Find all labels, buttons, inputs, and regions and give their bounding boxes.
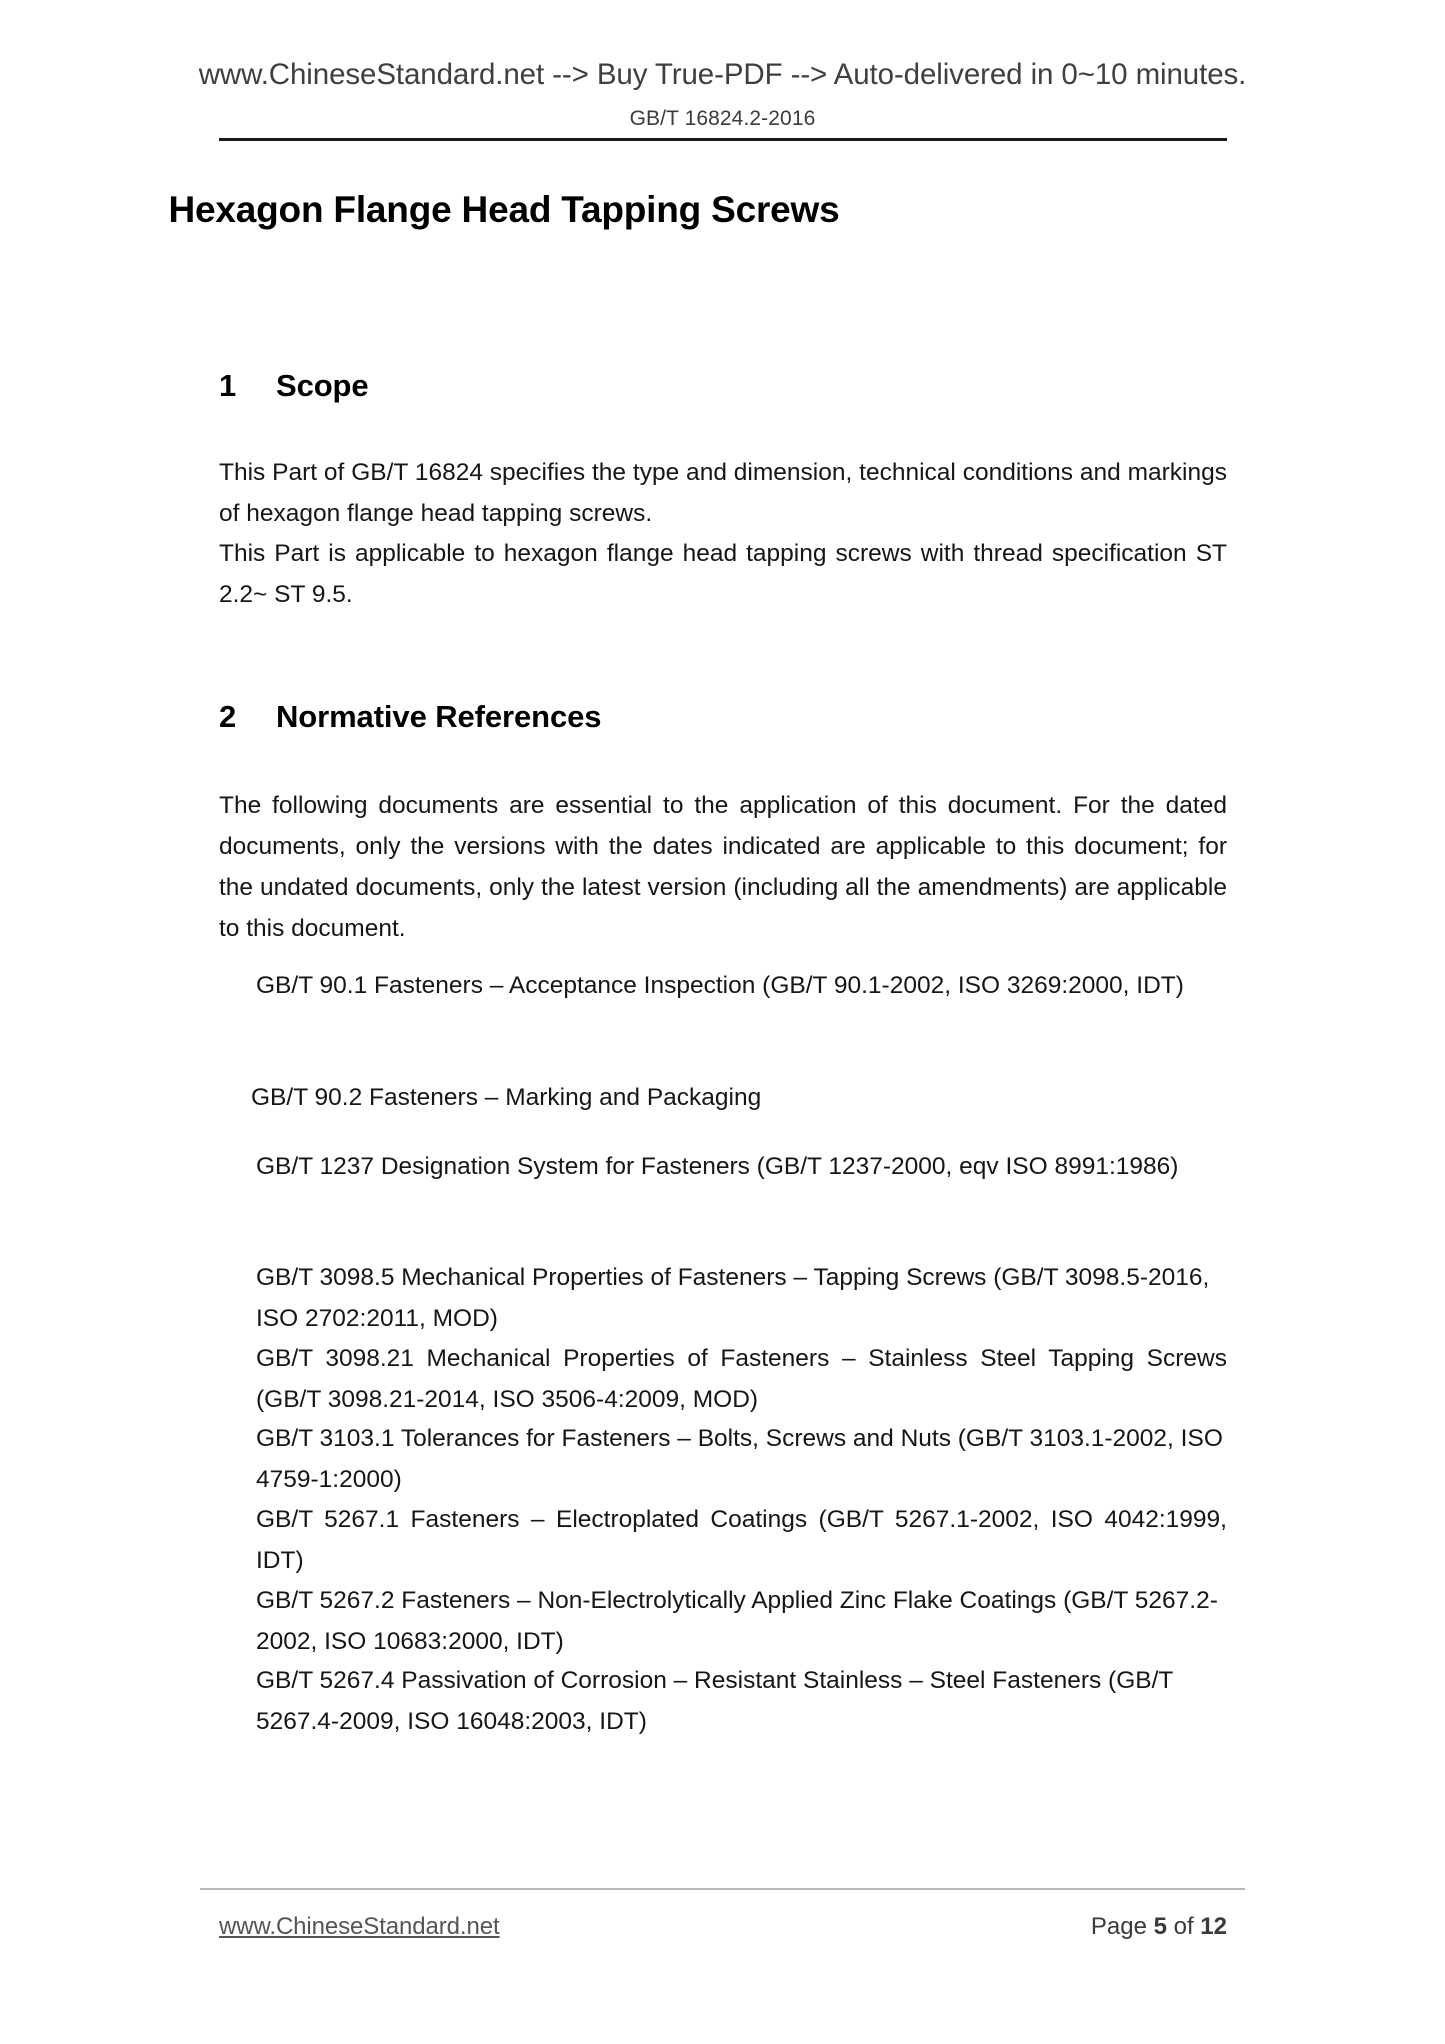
reference-item: GB/T 3098.21 Mechanical Properties of Fasteners – Stainless Steel Tapping Screws (GB/T 3098.21-2014, ISO 3506-4:2009, MOD)	[256, 1345, 1227, 1413]
section-title-1: Scope	[276, 368, 369, 403]
page-current-number: 5	[1153, 1913, 1167, 1940]
page-total-number: 12	[1200, 1913, 1227, 1940]
promo-banner-text: www.ChineseStandard.net --> Buy True-PDF --> Auto-delivered in 0~10 minutes.	[198, 58, 1247, 91]
footer-page-indicator	[1091, 1913, 1227, 1941]
footer-divider-rule	[200, 1888, 1245, 1890]
section-heading-normative-references	[219, 699, 601, 735]
section-number-1: 1	[219, 368, 237, 403]
reference-item: GB/T 3103.1 Tolerances for Fasteners – Bolts, Screws and Nuts (GB/T 3103.1-2002, ISO 4759-1:2000)	[256, 1425, 1223, 1493]
reference-item: GB/T 1237 Designation System for Fasteners (GB/T 1237-2000, eqv ISO 8991:1986)	[256, 1153, 1179, 1180]
reference-item: GB/T 3098.5 Mechanical Properties of Fasteners – Tapping Screws (GB/T 3098.5-2016, ISO 2702:2011, MOD)	[256, 1264, 1210, 1332]
footer-site-link[interactable]: www.ChineseStandard.net	[219, 1913, 500, 1940]
page-label-prefix: Page	[1090, 1913, 1154, 1940]
section-number-2: 2	[219, 699, 237, 734]
page-label-middle: of	[1166, 1913, 1201, 1940]
scope-paragraph-2: This Part is applicable to hexagon flange head tapping screws with thread specification ST 2.2~ ST 9.5.	[219, 540, 1227, 608]
normative-references-intro: The following documents are essential to the application of this document. For the dated documents, only the versions with the dates indicated are applicable to this document; for the undated documents, only the latest version (including all the amendments) are applicable to this document.	[219, 792, 1227, 942]
reference-item: GB/T 5267.1 Fasteners – Electroplated Coatings (GB/T 5267.1-2002, ISO 4042:1999, IDT)	[256, 1506, 1227, 1574]
header-divider-rule	[219, 138, 1227, 141]
reference-item: GB/T 90.2 Fasteners – Marking and Packaging	[251, 1084, 762, 1111]
reference-item: GB/T 5267.2 Fasteners – Non-Electrolytically Applied Zinc Flake Coatings (GB/T 5267.2-2002, ISO 10683:2000, IDT)	[256, 1587, 1218, 1655]
standard-code-label: GB/T 16824.2-2016	[629, 107, 816, 130]
section-heading-scope	[219, 368, 369, 404]
scope-paragraph-1: This Part of GB/T 16824 specifies the type and dimension, technical conditions and markings of hexagon flange head tapping screws.	[219, 459, 1227, 527]
reference-item: GB/T 90.1 Fasteners – Acceptance Inspection (GB/T 90.1-2002, ISO 3269:2000, IDT)	[256, 972, 1184, 999]
reference-item: GB/T 5267.4 Passivation of Corrosion – Resistant Stainless – Steel Fasteners (GB/T 5267.4-2009, ISO 16048:2003, IDT)	[256, 1667, 1173, 1735]
section-title-2: Normative References	[276, 699, 602, 734]
page-title: Hexagon Flange Head Tapping Screws	[168, 189, 840, 230]
